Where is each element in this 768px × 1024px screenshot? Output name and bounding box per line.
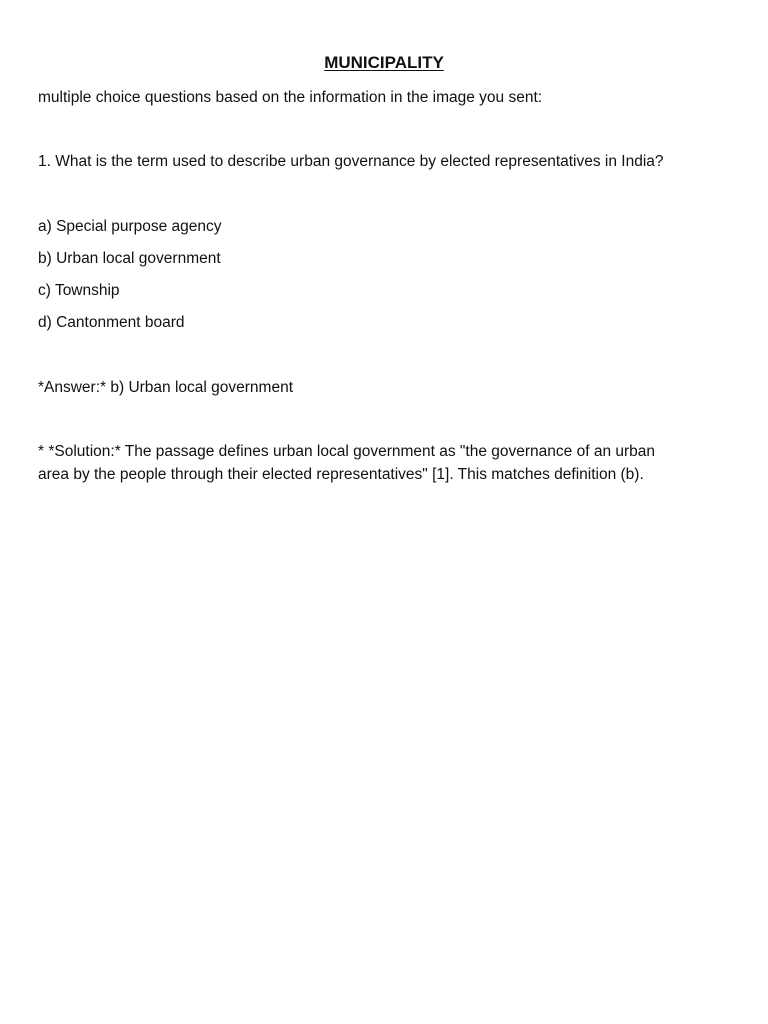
solution-line-1: * *Solution:* The passage defines urban local government as "the governance of an urban — [38, 443, 656, 460]
option-a: a) Special purpose agency — [38, 218, 222, 235]
question-text: 1. What is the term used to describe urban governance by elected representatives in India? — [38, 153, 664, 170]
solution-line-2: area by the people through their elected representatives" [1]. This matches definition (b). — [38, 466, 644, 483]
option-b: b) Urban local government — [38, 250, 221, 267]
answer-text: *Answer:* b) Urban local government — [38, 379, 294, 396]
option-c: c) Township — [38, 282, 120, 299]
page-title: MUNICIPALITY — [324, 53, 444, 72]
intro-text: multiple choice questions based on the information in the image you sent: — [38, 89, 543, 106]
option-d: d) Cantonment board — [38, 314, 185, 331]
